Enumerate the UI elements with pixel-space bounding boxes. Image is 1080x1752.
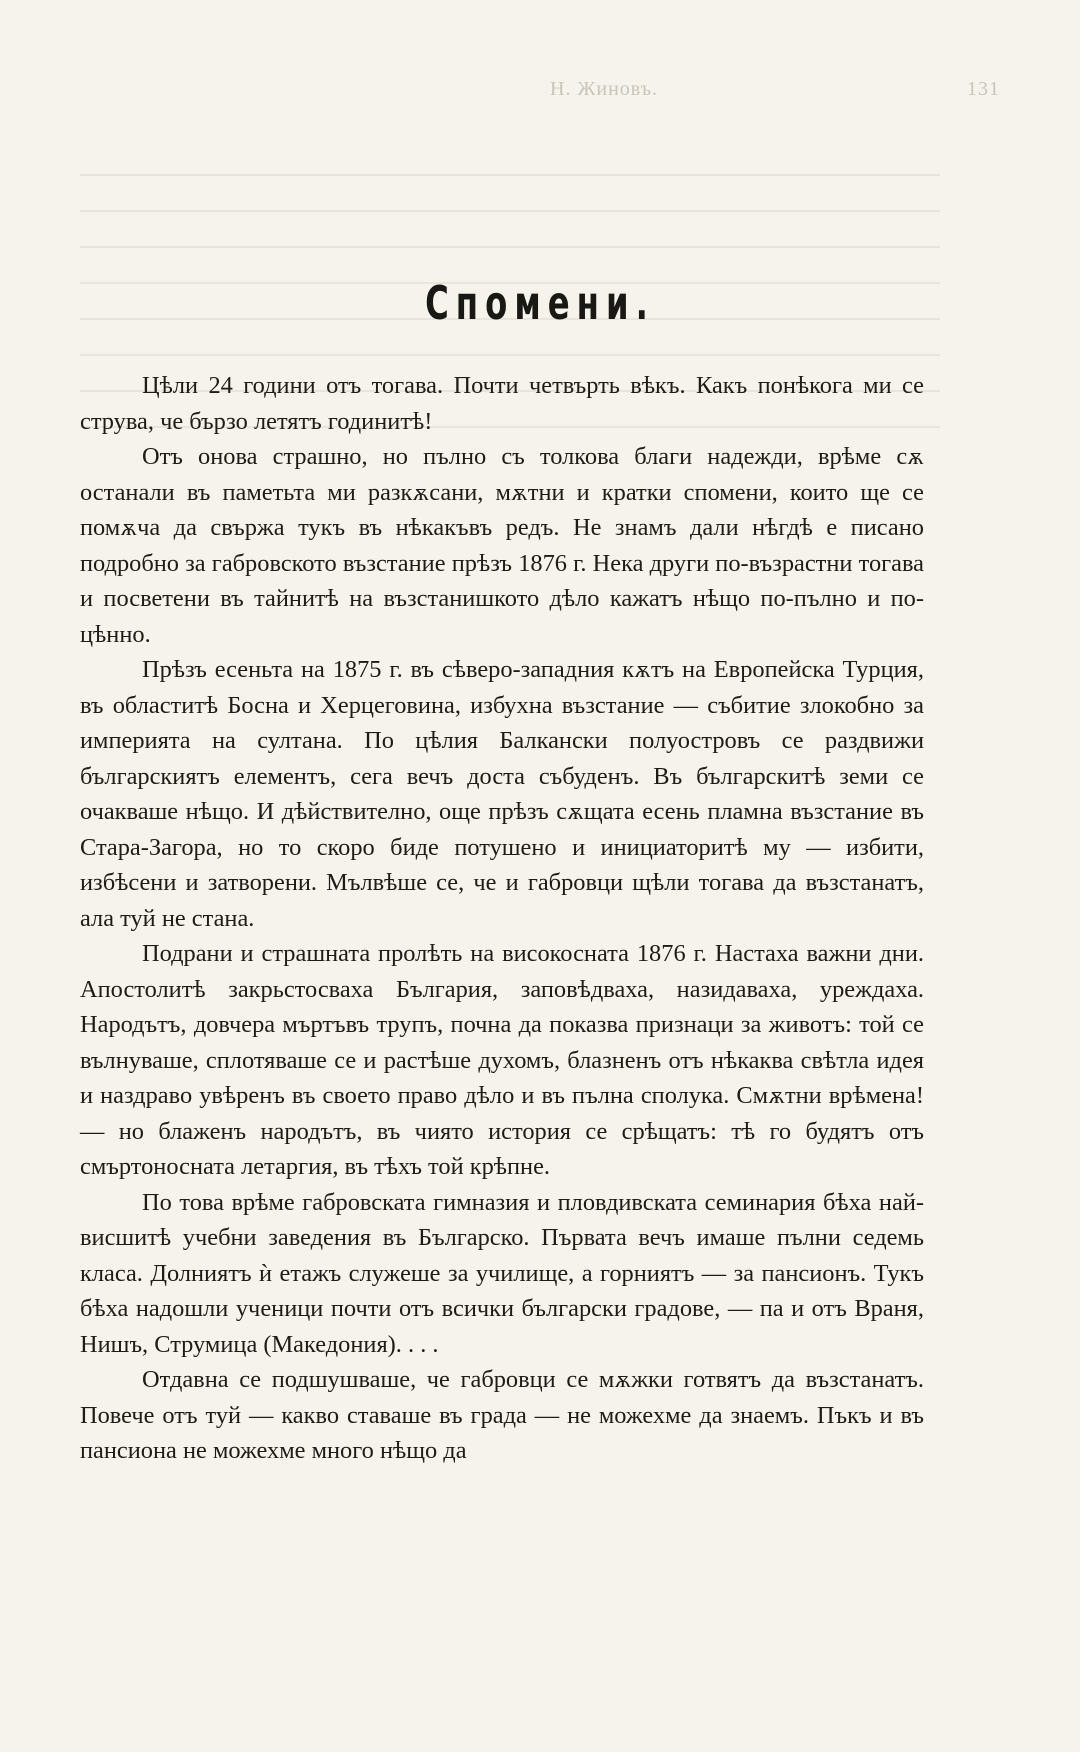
running-header	[80, 78, 1000, 108]
paragraph: По това врѣме габровската гимназия и пловдивската семинария бѣха най-висшитѣ учебни заведения въ Българско. Първата вечъ имаше пълни седемь класа. Долниятъ ѝ етажъ служеше за училище, а горниятъ — за пансионъ. Тукъ бѣха надошли ученици почти отъ всички български градове, — па и отъ Враня, Нишъ, Струмица (Македония). . . .	[80, 1188, 924, 1358]
paragraph: Отъ онова страшно, но пълно съ толкова благи надежди, врѣме сѫ останали въ паметьта ми разкѫсани, мѫтни и кратки спомени, които ще се помѫча да свържа тукъ въ нѣкакъвъ редъ. Не знамъ дали нѣгдѣ е писано подробно за габровското възстание прѣзъ 1876 г. Нека други по-възрастни тогава и посветени въ тайнитѣ на възстанишкото дѣло кажатъ нѣщо по-пълно и по-цѣнно.	[80, 443, 924, 648]
paragraph: Прѣзъ есеньта на 1875 г. въ сѣверо-западния кѫтъ на Европейска Турция, въ областитѣ Босна и Херцеговина, избухна възстание — събитие злокобно за империята на султана. По цѣлия Балкански полуостровъ се раздвижи българскиятъ елементъ, сега вечъ доста събуденъ. Въ българскитѣ земи се очакваше нѣщо. И дѣйствително, още прѣзъ сѫщата есень пламна възстание въ Стара-Загора, но то скоро биде потушено и инициаторитѣ му — избити, избѣсени и затворени. Мълвѣше се, че и габровци щѣли тогава да възстанатъ, ала туй не стана.	[80, 656, 924, 932]
paragraph: Подрани и страшната пролѣть на високосната 1876 г. Настаха важни дни. Апостолитѣ закрьстосваха България, заповѣдваха, назидаваха, уреждаха. Народътъ, довчера мъртъвъ трупъ, почна да показва признаци за животъ: той се вълнуваше, сплотяваше се и растѣше духомъ, блазненъ отъ нѣкаква свѣтла идея и наздраво увѣренъ въ своето право дѣло и въ пълна сполука. Смѫтни врѣмена! — но блаженъ народътъ, въ чиято история се срѣщатъ: тѣ го будятъ отъ смъртоносната летаргия, въ тѣхъ той крѣпне.	[80, 940, 924, 1180]
page-title: Спомени.	[425, 276, 655, 330]
running-header-author: Н. Жиновъ.	[550, 78, 659, 100]
paragraph: Цѣли 24 години отъ тогава. Почти четвърть вѣкъ. Какъ понѣкога ми се струва, че бързо летятъ годинитѣ!	[80, 372, 924, 435]
paragraph: Отдавна се подшушваше, че габровци се мѫжки готвятъ да възстанатъ. Повече отъ туй — какво ставаше въ града — не можехме да знаемъ. Пъкъ и въ пансиона не можехме много нѣщо да	[80, 1366, 924, 1464]
page-number: 131	[967, 78, 1000, 100]
body-text	[80, 368, 924, 1469]
